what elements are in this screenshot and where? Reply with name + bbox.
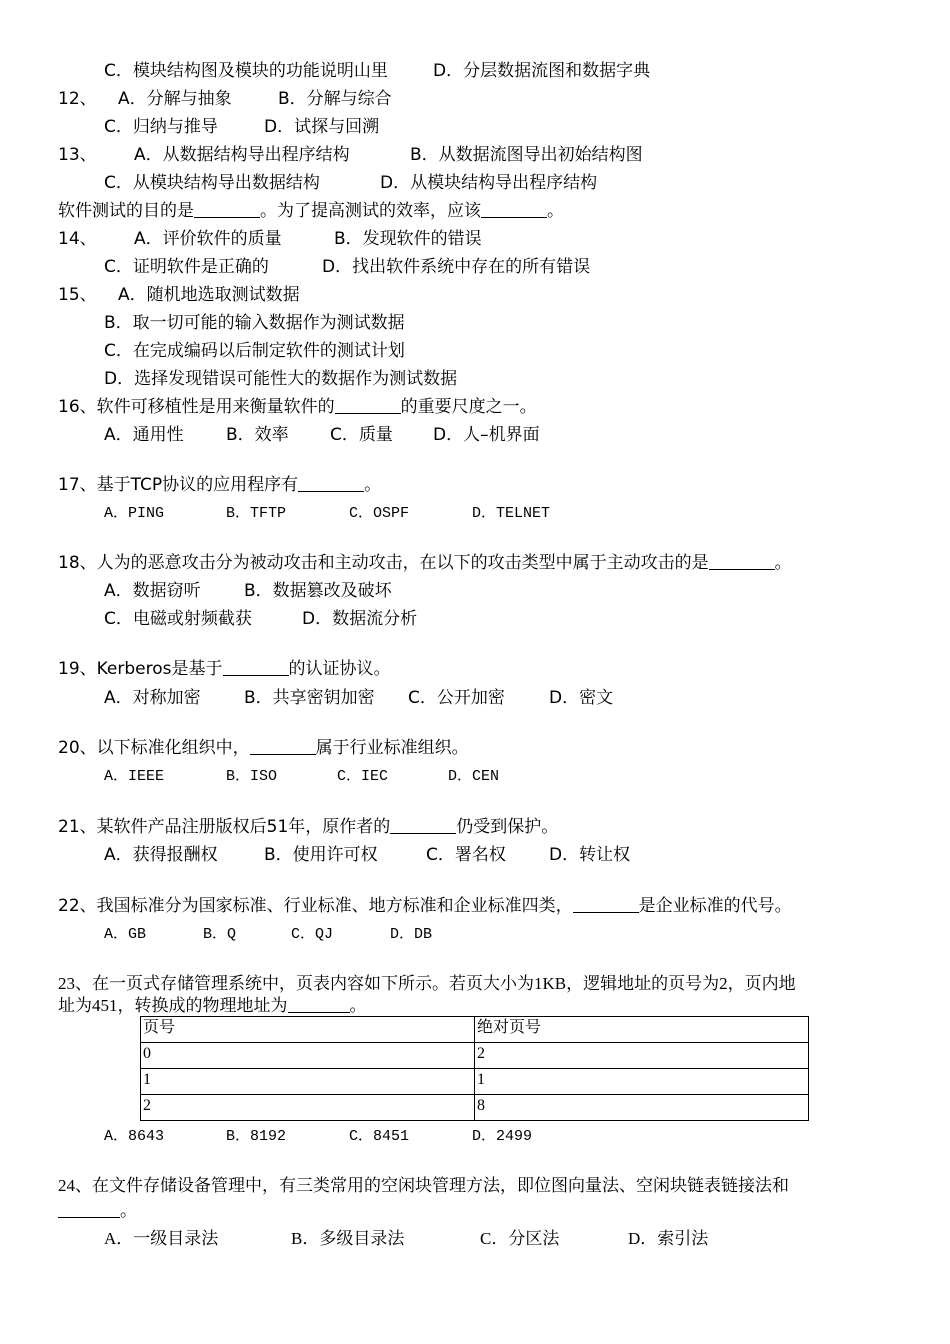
q13-option-b: B．从数据流图导出初始结构图 [410, 145, 643, 165]
q18-option-b: B．数据篡改及破坏 [244, 581, 392, 601]
answer-blank [335, 397, 401, 414]
q24-stem-line-1: 24、在文件存储设备管理中，有三类常用的空闲块管理方法，即位图向量法、空闲块链表链接法和 [58, 1176, 789, 1195]
q16-option-d: D．人–机界面 [433, 425, 540, 445]
page-table [140, 1016, 809, 1121]
q20-stem [58, 736, 469, 760]
answer-blank [573, 896, 639, 913]
answer-blank [390, 817, 456, 834]
q17-stem-part-1: 17、基于TCP协议的应用程序有 [58, 475, 299, 495]
q16-stem-part-2: 的重要尺度之一。 [400, 397, 537, 417]
table-cell: 2 [141, 1095, 475, 1121]
q13-option-a: A．从数据结构导出程序结构 [134, 145, 350, 165]
table-row [141, 1095, 809, 1121]
q20-option-b: B．ISO [226, 768, 278, 785]
q23-stem-line-1: 23、在一页式存储管理系统中，页表内容如下所示。若页大小为1KB，逻辑地址的页号为2，页内地 [58, 974, 796, 993]
table-row [141, 1069, 809, 1095]
q21-option-a: A．获得报酬权 [104, 845, 218, 865]
q16-option-b: B．效率 [226, 425, 289, 445]
q21-stem-part-2: 仍受到保护。 [456, 817, 559, 837]
q17-stem [58, 473, 381, 497]
stem-part-1: 软件测试的目的是 [58, 201, 194, 221]
q18-option-a: A．数据窃听 [104, 581, 201, 601]
q23-option-a: A．8643 [104, 1128, 165, 1145]
q22-option-a: A．GB [104, 926, 147, 943]
q23-stem-part-2: 。 [349, 996, 367, 1015]
q19-stem-part-1: 19、Kerberos是基于 [58, 659, 223, 679]
q21-option-b: B．使用许可权 [264, 845, 378, 865]
q21-stem [58, 815, 558, 839]
page-table-header-frame-no: 绝对页号 [475, 1017, 809, 1043]
table-cell: 1 [141, 1069, 475, 1095]
q19-option-c: C．公开加密 [408, 688, 505, 708]
answer-blank [194, 201, 260, 218]
q18-stem [58, 551, 792, 575]
q12-option-d: D．试探与回溯 [264, 117, 380, 137]
q21-option-c: C．署名权 [426, 845, 506, 865]
q15-option-b: B．取一切可能的输入数据作为测试数据 [104, 313, 405, 333]
q24-stem-part-2: 。 [120, 1201, 137, 1220]
q18-stem-part-2: 。 [774, 553, 792, 573]
q24-stem-line-2 [58, 1199, 137, 1223]
table-cell: 0 [141, 1043, 475, 1069]
q12-option-c: C．归纳与推导 [104, 117, 218, 137]
table-row [141, 1043, 809, 1069]
page-table-header-page-no: 页号 [141, 1017, 475, 1043]
q19-stem [58, 657, 391, 681]
q23-stem-part-1: 址为451，转换成的物理地址为 [58, 996, 288, 1015]
q19-stem-part-2: 的认证协议。 [288, 659, 391, 679]
q23-option-d: D．2499 [472, 1128, 533, 1145]
q13-number: 13、 [58, 145, 97, 165]
q22-option-d: D．DB [390, 926, 433, 943]
q21-option-d: D．转让权 [549, 845, 631, 865]
q22-option-c: C．QJ [291, 926, 334, 943]
q15-option-c: C．在完成编码以后制定软件的测试计划 [104, 341, 405, 361]
q20-option-d: D．CEN [448, 768, 500, 785]
q16-stem-part-1: 16、软件可移植性是用来衡量软件的 [58, 397, 335, 417]
q19-option-d: D．密文 [549, 688, 614, 708]
q20-stem-part-1: 20、以下标准化组织中， [58, 738, 250, 758]
answer-blank [288, 996, 350, 1013]
q17-option-c: C．OSPF [349, 505, 410, 522]
answer-blank [298, 475, 364, 492]
q15-option-d: D．选择发现错误可能性大的数据作为测试数据 [104, 369, 458, 389]
q14-15-stem [58, 199, 564, 223]
stem-part-2: 。为了提高测试的效率，应该 [260, 201, 481, 221]
q16-stem [58, 395, 537, 419]
page-table-header-row [141, 1017, 809, 1043]
q19-option-b: B．共享密钥加密 [244, 688, 375, 708]
q15-number: 15、 [58, 285, 97, 305]
q14-option-c: C．证明软件是正确的 [104, 257, 269, 277]
q14-option-a: A．评价软件的质量 [134, 229, 282, 249]
q12-option-a: A．分解与抽象 [118, 89, 232, 109]
q13-option-c: C．从模块结构导出数据结构 [104, 173, 320, 193]
q14-option-d: D．找出软件系统中存在的所有错误 [322, 257, 591, 277]
q20-option-c: C．IEC [337, 768, 389, 785]
answer-blank [481, 201, 547, 218]
answer-blank [58, 1201, 120, 1218]
q17-option-a: A．PING [104, 505, 165, 522]
answer-blank [223, 659, 289, 676]
q24-option-d: D．索引法 [628, 1229, 709, 1248]
q20-option-a: A．IEEE [104, 768, 165, 785]
q17-stem-part-2: 。 [364, 475, 382, 495]
q22-stem-part-1: 22、我国标准分为国家标准、行业标准、地方标准和企业标准四类， [58, 896, 573, 916]
q24-option-a: A．一级目录法 [104, 1229, 219, 1248]
q23-option-c: C．8451 [349, 1128, 410, 1145]
q23-option-b: B．8192 [226, 1128, 287, 1145]
q11-option-d: D．分层数据流图和数据字典 [433, 61, 651, 81]
table-cell: 8 [475, 1095, 809, 1121]
answer-blank [250, 738, 316, 755]
q15-option-a: A．随机地选取测试数据 [118, 285, 300, 305]
q12-option-b: B．分解与综合 [278, 89, 392, 109]
stem-part-3: 。 [547, 201, 564, 221]
q18-option-c: C．电磁或射频截获 [104, 609, 252, 629]
q18-stem-part-1: 18、人为的恶意攻击分为被动攻击和主动攻击，在以下的攻击类型中属于主动攻击的是 [58, 553, 709, 573]
q18-option-d: D．数据流分析 [302, 609, 418, 629]
table-cell: 1 [475, 1069, 809, 1095]
q11-option-c: C．模块结构图及模块的功能说明山里 [104, 61, 388, 81]
q21-stem-part-1: 21、某软件产品注册版权后51年，原作者的 [58, 817, 391, 837]
q23-stem-line-2 [58, 994, 367, 1018]
q14-number: 14、 [58, 229, 97, 249]
answer-blank [709, 553, 775, 570]
q13-option-d: D．从模块结构导出程序结构 [380, 173, 598, 193]
q12-number: 12、 [58, 89, 97, 109]
q20-stem-part-2: 属于行业标准组织。 [315, 738, 469, 758]
q22-stem [58, 894, 792, 918]
q16-option-a: A．通用性 [104, 425, 184, 445]
table-cell: 2 [475, 1043, 809, 1069]
q14-option-b: B．发现软件的错误 [334, 229, 482, 249]
q17-option-b: B．TFTP [226, 505, 287, 522]
q16-option-c: C．质量 [330, 425, 393, 445]
q22-option-b: B．Q [203, 926, 237, 943]
q22-stem-part-2: 是企业标准的代号。 [638, 896, 792, 916]
q19-option-a: A．对称加密 [104, 688, 201, 708]
q24-option-b: B．多级目录法 [291, 1229, 405, 1248]
q24-option-c: C．分区法 [480, 1229, 560, 1248]
q11-option-c-line [104, 59, 388, 83]
q17-option-d: D．TELNET [472, 505, 551, 522]
